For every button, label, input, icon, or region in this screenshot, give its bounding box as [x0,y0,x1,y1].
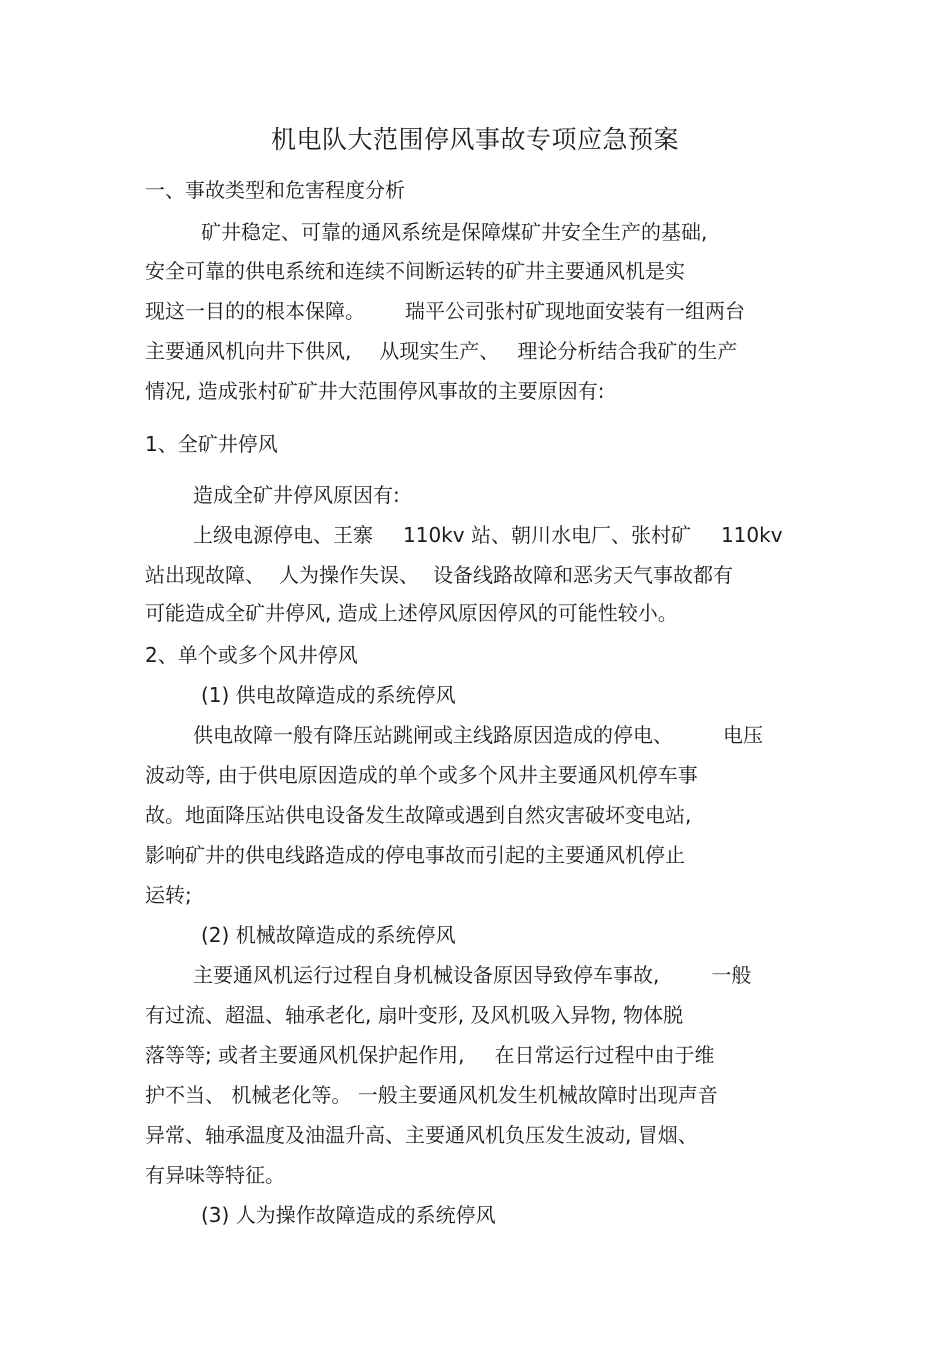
paragraph-line [145,337,737,365]
text-segment: 波动等, 由于供电原因造成的单个或多个风井主要通风机停车事 [145,763,698,787]
text-segment: 2、单个或多个风井停风 [145,643,358,667]
text-segment: 运转; [145,883,192,907]
paragraph-line [145,1041,714,1069]
paragraph-line [193,481,400,509]
text-segment: 主要通风机运行过程自身机械设备原因导致停车事故, [193,963,660,987]
text-segment: (2) 机械故障造成的系统停风 [201,923,456,947]
text-segment: 落等等; 或者主要通风机保护起作用, [145,1043,465,1067]
text-segment: 可能造成全矿井停风, 造成上述停风原因停风的可能性较小。 [145,601,678,625]
text-segment: 110kv [720,523,783,547]
text-segment: 一、事故类型和危害程度分析 [145,178,405,202]
paragraph-line [145,761,698,789]
text-segment: 有过流、超温、轴承老化, 扇叶变形, 及风机吸入异物, 物体脱 [145,1003,684,1027]
paragraph-line [145,1121,698,1149]
section-heading-1 [145,176,405,204]
paragraph-line [193,721,763,749]
document-title: 机电队大范围停风事故专项应急预案 [270,125,679,154]
paragraph-line [145,841,685,869]
text-segment: 上级电源停电、王寨 [193,523,373,547]
text-segment: 护不当、 机械老化等。 一般主要通风机发生机械故障时出现声音 [145,1083,718,1107]
subsection-heading-1 [201,681,456,709]
text-segment: 主要通风机向井下供风, [145,339,352,363]
text-segment: 情况, 造成张村矿矿井大范围停风事故的主要原因有: [145,379,605,403]
paragraph-line [145,561,733,589]
text-segment: 异常、轴承温度及油温升高、主要通风机负压发生波动, 冒烟、 [145,1123,698,1147]
text-segment: 影响矿井的供电线路造成的停电事故而引起的主要通风机停止 [145,843,685,867]
subsection-heading-2 [201,921,456,949]
text-segment: 造成全矿井停风原因有: [193,483,400,507]
paragraph-line [193,961,751,989]
paragraph-line [201,218,707,246]
text-segment: 电压 [723,723,763,747]
text-segment: 1、全矿井停风 [145,432,278,456]
paragraph-line [145,297,745,325]
text-segment: 现这一目的的根本保障。 [145,299,365,323]
text-segment: 故。地面降压站供电设备发生故障或遇到自然灾害破坏变电站, [145,803,692,827]
text-segment: (1) 供电故障造成的系统停风 [201,683,456,707]
text-segment: 从现实生产、 [379,339,500,363]
text-segment: 110kv 站、朝川水电厂、张村矿 [403,523,691,547]
subsection-heading-3 [201,1201,496,1229]
paragraph-line [145,881,192,909]
text-segment: 在日常运行过程中由于维 [494,1043,715,1067]
text-segment: 供电故障一般有降压站跳闸或主线路原因造成的停电、 [193,723,673,747]
paragraph-line [145,1001,683,1029]
paragraph-line [145,801,691,829]
text-segment: 瑞平公司张村矿现地面安装有一组两台 [405,299,745,323]
text-segment: (3) 人为操作故障造成的系统停风 [201,1203,496,1227]
paragraph-line [145,1161,285,1189]
section-heading-3 [145,641,358,669]
paragraph-line [145,599,678,627]
text-segment: 人为操作失误、 [279,563,419,587]
text-segment: 安全可靠的供电系统和连续不间断运转的矿井主要通风机是实 [145,259,685,283]
text-segment: 有异味等特征。 [145,1163,285,1187]
paragraph-line [145,377,604,405]
text-segment: 设备线路故障和恶劣天气事故都有 [433,563,733,587]
paragraph-line [145,257,685,285]
text-segment: 一般 [711,963,752,987]
paragraph-line [193,521,783,549]
section-heading-2 [145,430,278,458]
text-segment: 矿井稳定、可靠的通风系统是保障煤矿井安全生产的基础, [201,220,708,244]
text-segment: 站出现故障、 [145,563,265,587]
text-segment: 理论分析结合我矿的生产 [517,339,738,363]
paragraph-line [145,1081,718,1109]
